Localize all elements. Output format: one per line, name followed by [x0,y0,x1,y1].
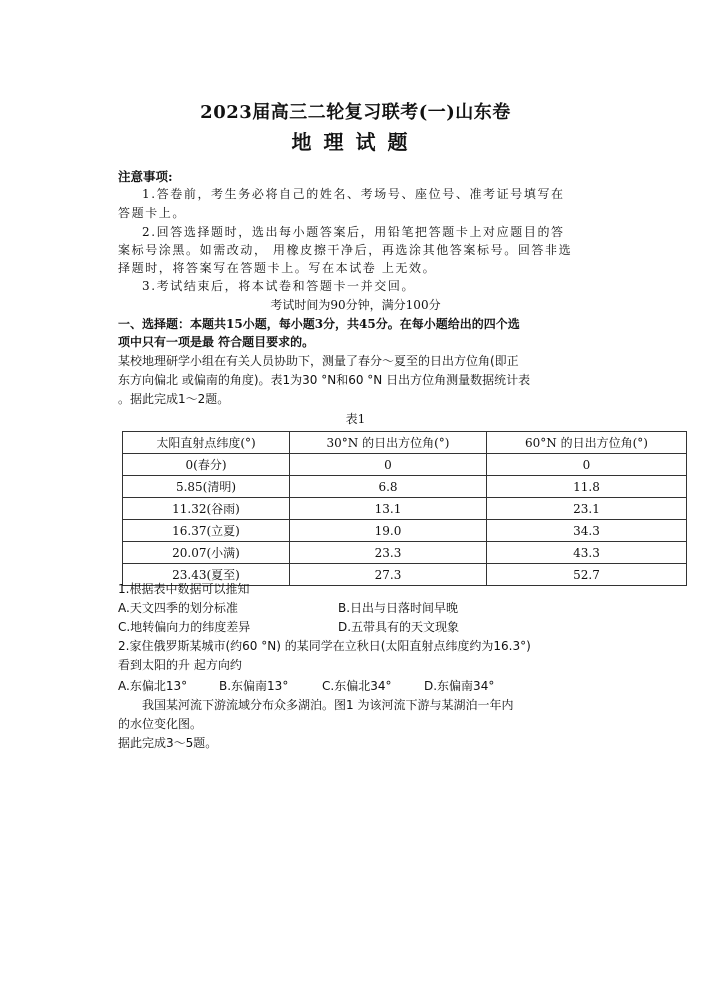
note-line: 答题卡上。 [118,206,187,220]
table-header-cell: 太阳直射点纬度(°) [123,432,290,454]
answer-option-b: B.日出与日落时间早晚 [338,601,459,615]
table-cell: 5.85(清明) [123,476,290,498]
passage-line: 某校地理研学小组在有关人员协助下，测量了春分～夏至的日出方位角(即正 [118,354,519,368]
table-cell: 34.3 [487,520,687,542]
question-stem: 1.根据表中数据可以推知 [118,582,250,596]
answer-option-d: D.五带具有的天文现象 [338,620,460,634]
question-stem: 看到太阳的升 起方向约 [118,658,242,672]
table-cell: 11.8 [487,476,687,498]
table-cell: 0 [487,454,687,476]
section-heading: 项中只有一项是最 符合题目要求的。 [118,335,315,349]
table-row [123,454,687,476]
subject-title: 地理试题 [291,130,420,154]
table-row [123,476,687,498]
passage-line: 我国某河流下游流域分布众多湖泊。图1 为该河流下游与某湖泊一年内 [142,698,514,712]
note-line: 择题时，将答案写在答题卡上。写在本试卷 上无效。 [118,261,437,275]
table-cell: 0 [290,454,487,476]
table-cell: 23.43(夏至) [123,564,290,586]
table-cell: 16.37(立夏) [123,520,290,542]
table-cell: 19.0 [290,520,487,542]
table-cell: 11.32(谷雨) [123,498,290,520]
answer-option-c: C.地转偏向力的纬度差异 [118,620,251,634]
table-cell: 52.7 [487,564,687,586]
table-row [123,498,687,520]
table-cell: 20.07(小满) [123,542,290,564]
notes-heading: 注意事项: [118,169,173,184]
table-cell: 13.1 [290,498,487,520]
answer-option-a: A.天文四季的划分标准 [118,601,238,615]
table-row [123,542,687,564]
table-cell: 0(春分) [123,454,290,476]
table-cell: 6.8 [290,476,487,498]
answer-option-b: B.东偏南13° [219,679,289,693]
table-cell: 43.3 [487,542,687,564]
passage-line: 。据此完成1～2题。 [118,392,230,406]
table-cell: 27.3 [290,564,487,586]
passage-line: 东方向偏北 或偏南的角度)。表1为30 °N和60 °N 日出方位角测量数据统计表 [118,373,531,387]
exam-time-info: 考试时间为90分钟，满分100分 [270,298,441,312]
table-row [123,520,687,542]
table-header-cell: 30°N 的日出方位角(°) [290,432,487,454]
table-header-row [123,432,687,454]
note-line: 2.回答选择题时，选出每小题答案后，用铅笔把答题卡上对应题目的答 [142,225,565,239]
passage-line: 的水位变化图。 [118,717,203,731]
exam-title: 2023届高三二轮复习联考(一)山东卷 [200,102,511,123]
section-heading: 一、选择题：本题共15小题，每小题3分，共45分。在每小题给出的四个选 [118,317,520,331]
table-cell: 23.1 [487,498,687,520]
table-header-cell: 60°N 的日出方位角(°) [487,432,687,454]
passage-line: 据此完成3～5题。 [118,736,218,750]
note-line: 案标号涂黑。如需改动， 用橡皮擦干净后，再选涂其他答案标号。回答非选 [118,243,573,257]
note-line: 1.答卷前，考生务必将自己的姓名、考场号、座位号、准考证号填写在 [142,187,565,201]
question-stem: 2.家住俄罗斯某城市(约60 °N) 的某同学在立秋日(太阳直射点纬度约为16.3°) [118,639,531,653]
table-cell: 23.3 [290,542,487,564]
answer-option-d: D.东偏南34° [424,679,495,693]
answer-option-c: C.东偏北34° [322,679,392,693]
answer-option-a: A.东偏北13° [118,679,188,693]
sunrise-azimuth-table [122,431,687,586]
note-line: 3.考试结束后，将本试卷和答题卡一并交回。 [142,279,416,293]
table-caption: 表1 [345,412,366,426]
